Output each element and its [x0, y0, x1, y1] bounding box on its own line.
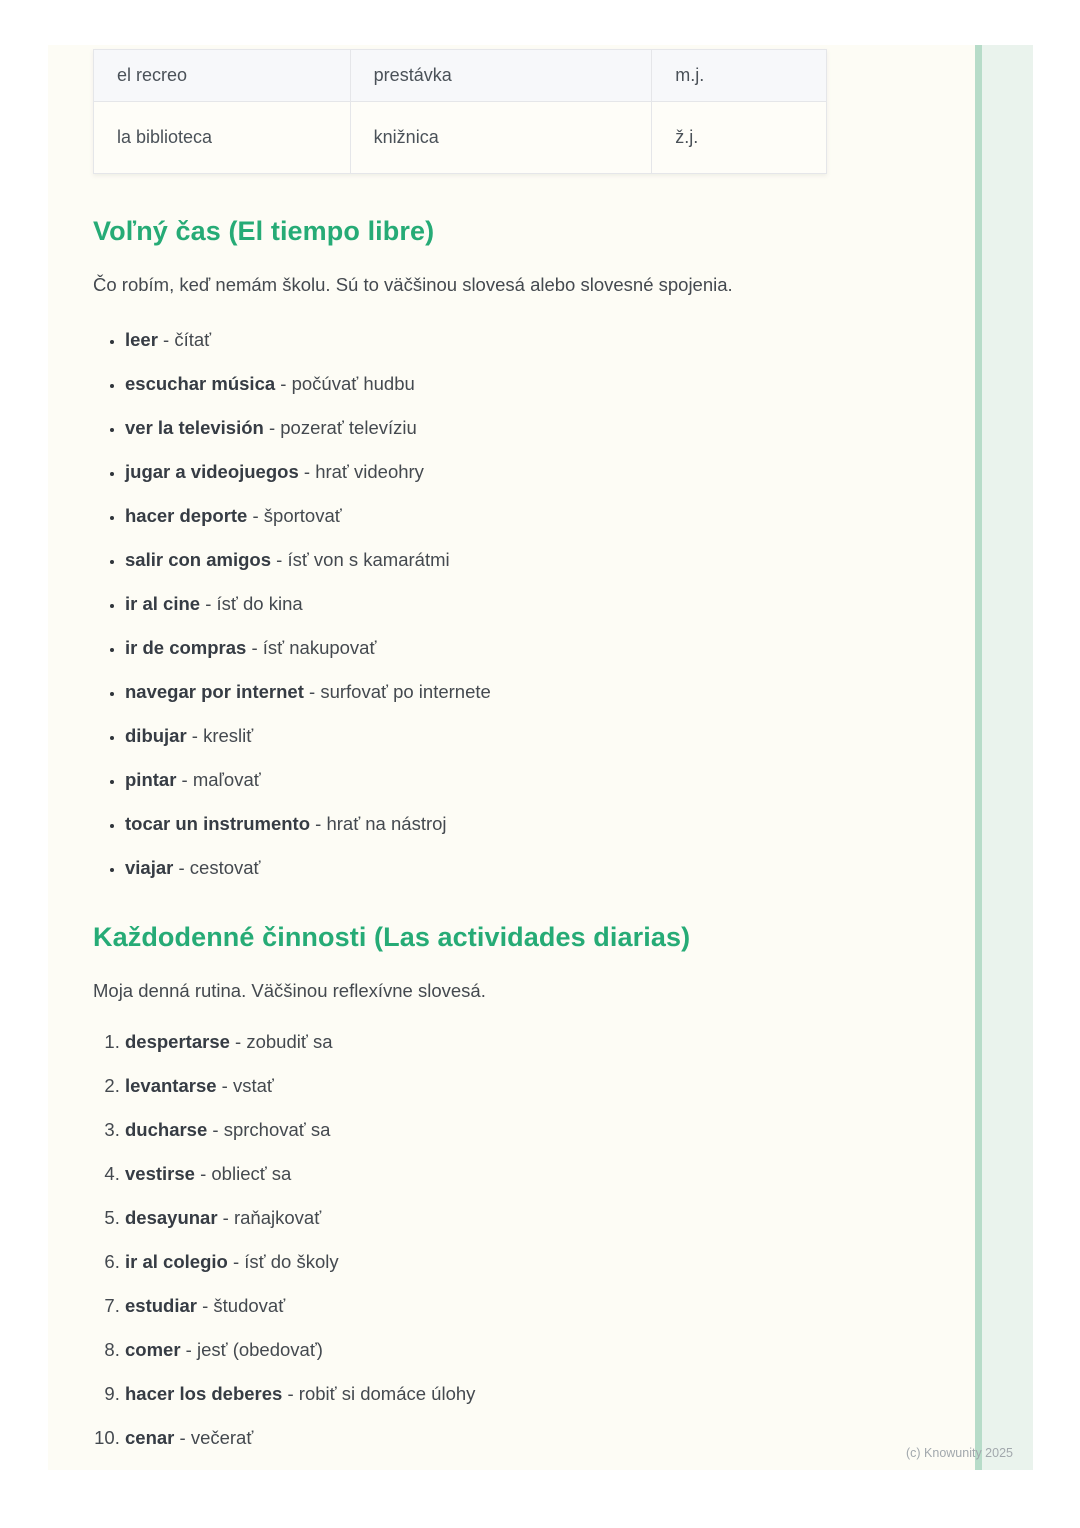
list-item [125, 371, 923, 396]
vocab-translation: - jesť (obedovať) [180, 1339, 323, 1360]
table-row [94, 50, 827, 102]
vocab-translation: - zobudiť sa [229, 1031, 333, 1052]
list-item [125, 855, 923, 880]
vocab-translation: - surfovať po internete [303, 681, 491, 702]
section-title-free-time: Voľný čas (El tiempo libre) [93, 216, 435, 246]
vocab-term: ver la televisión [125, 417, 264, 438]
vocab-translation: - ísť do školy [227, 1251, 339, 1272]
list-item [125, 1029, 923, 1054]
list-item [125, 679, 923, 704]
vocab-term: hacer los deberes [125, 1383, 283, 1404]
vocab-term: leer [125, 329, 158, 350]
vocab-term: hacer deporte [125, 505, 248, 526]
page-content [48, 45, 1033, 1450]
list-item [125, 1381, 923, 1406]
vocab-term: dibujar [125, 725, 187, 746]
vocab-term: viajar [125, 857, 174, 878]
vocab-translation: - raňajkovať [217, 1207, 322, 1228]
vocab-translation: - ísť von s kamarátmi [271, 549, 450, 570]
table-cell-spanish: el recreo [94, 50, 351, 102]
table-cell-gender: m.j. [652, 50, 827, 102]
vocab-translation: - hrať na nástroj [310, 813, 447, 834]
list-item [125, 503, 923, 528]
vocab-translation: - hrať videohry [298, 461, 424, 482]
vocab-term: escuchar música [125, 373, 276, 394]
free-time-list [93, 327, 923, 880]
list-item [125, 811, 923, 836]
vocab-term: comer [125, 1339, 181, 1360]
list-item [125, 327, 923, 352]
section-title-daily-activities: Každodenné činnosti (Las actividades diarias) [93, 922, 691, 952]
vocab-translation: - maľovať [176, 769, 261, 790]
section-intro-daily-activities: Moja denná rutina. Väčšinou reflexívne slovesá. [93, 980, 486, 1001]
vocab-translation: - vstať [216, 1075, 274, 1096]
table-row [94, 102, 827, 174]
vocab-table-body [94, 50, 827, 174]
vocab-translation: - cestovať [173, 857, 261, 878]
vocab-table [93, 49, 827, 174]
vocab-translation: - robiť si domáce úlohy [282, 1383, 476, 1404]
vocab-translation: - kresliť [186, 725, 254, 746]
list-item [125, 1117, 923, 1142]
list-item [125, 1293, 923, 1318]
list-item [125, 547, 923, 572]
list-item [125, 1425, 923, 1450]
vocab-term: jugar a videojuegos [125, 461, 299, 482]
list-item [125, 767, 923, 792]
vocab-term: ir de compras [125, 637, 247, 658]
list-item [125, 1249, 923, 1274]
daily-activities-list [93, 1029, 923, 1450]
vocab-term: levantarse [125, 1075, 217, 1096]
vocab-term: salir con amigos [125, 549, 271, 570]
vocab-term: vestirse [125, 1163, 195, 1184]
vocab-translation: - ísť nakupovať [246, 637, 377, 658]
vocab-translation: - študovať [196, 1295, 286, 1316]
table-cell-slovak: knižnica [350, 102, 652, 174]
list-item [125, 1161, 923, 1186]
vocab-translation: - sprchovať sa [207, 1119, 331, 1140]
list-item [125, 591, 923, 616]
table-cell-slovak: prestávka [350, 50, 652, 102]
vocab-translation: - večerať [174, 1427, 254, 1448]
document-page [48, 45, 1033, 1470]
vocab-term: desayunar [125, 1207, 218, 1228]
vocab-translation: - pozerať televíziu [263, 417, 417, 438]
vocab-term: estudiar [125, 1295, 197, 1316]
vocab-term: pintar [125, 769, 177, 790]
table-cell-gender: ž.j. [652, 102, 827, 174]
vocab-term: navegar por internet [125, 681, 304, 702]
list-item [125, 415, 923, 440]
vocab-translation: - športovať [247, 505, 342, 526]
list-item [125, 1073, 923, 1098]
vocab-term: ducharse [125, 1119, 208, 1140]
list-item [125, 635, 923, 660]
vocab-term: ir al cine [125, 593, 201, 614]
list-item [125, 459, 923, 484]
vocab-translation: - čítať [157, 329, 212, 350]
list-item [125, 1337, 923, 1362]
section-intro-free-time: Čo robím, keď nemám školu. Sú to väčšinou slovesá alebo slovesné spojenia. [93, 274, 733, 295]
vocab-translation: - počúvať hudbu [275, 373, 415, 394]
copyright-footer: (c) Knowunity 2025 [905, 1446, 1013, 1460]
list-item [125, 1205, 923, 1230]
vocab-term: tocar un instrumento [125, 813, 311, 834]
vocab-term: ir al colegio [125, 1251, 228, 1272]
vocab-translation: - obliecť sa [194, 1163, 292, 1184]
table-cell-spanish: la biblioteca [94, 102, 351, 174]
list-item [125, 723, 923, 748]
vocab-term: despertarse [125, 1031, 230, 1052]
vocab-term: cenar [125, 1427, 175, 1448]
vocab-translation: - ísť do kina [200, 593, 303, 614]
